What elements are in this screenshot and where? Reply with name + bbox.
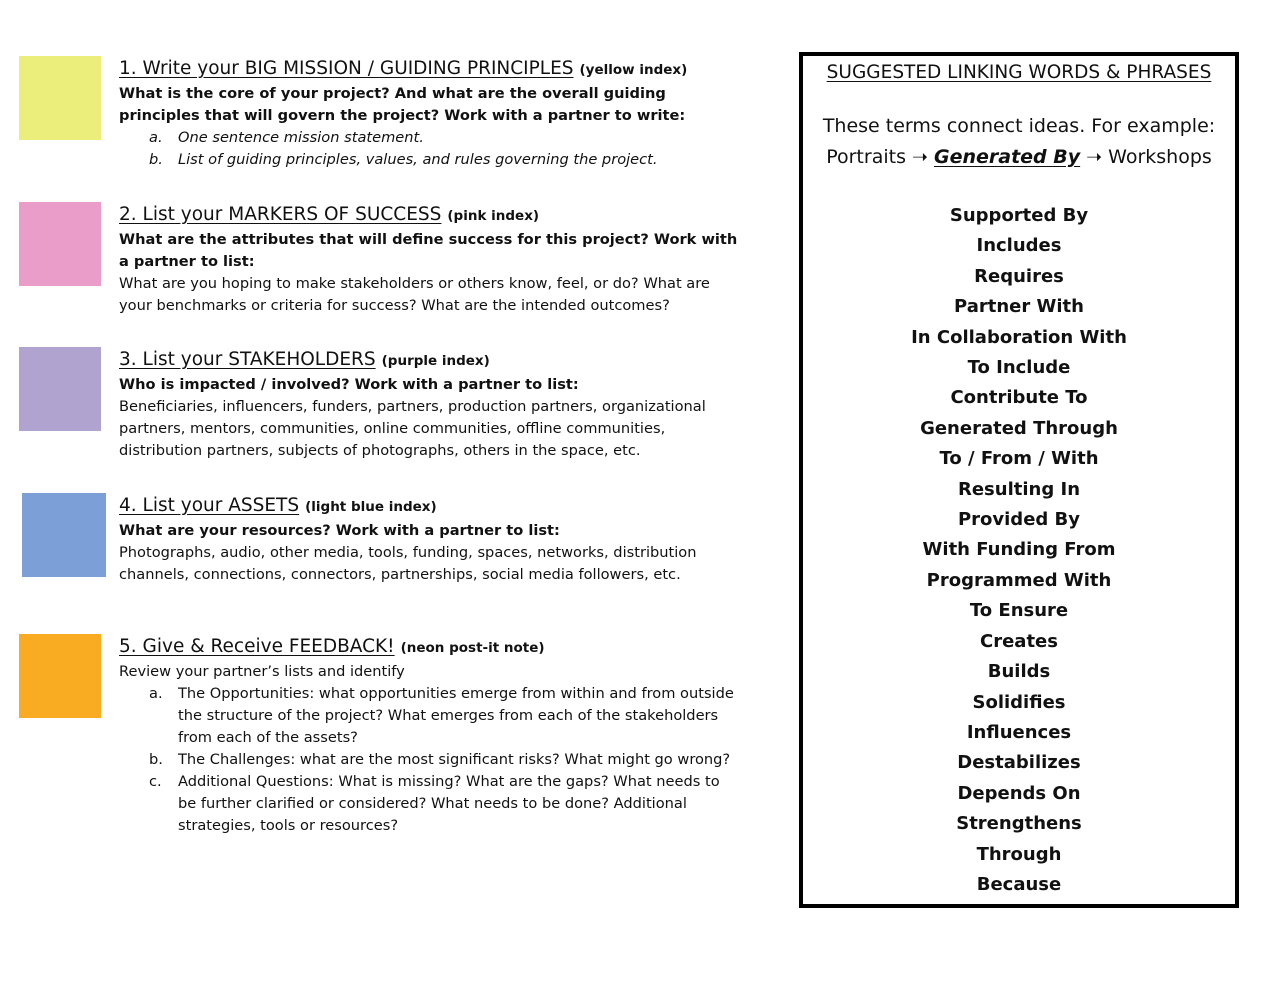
arrow-icon: ➝: [1086, 146, 1103, 168]
example-middle: Generated By: [933, 146, 1081, 168]
linking-term: Includes: [976, 235, 1062, 257]
linking-term: Solidifies: [972, 691, 1066, 713]
assets-prompt: What are your resources? Work with a partner to list:: [119, 522, 560, 539]
success-section: [119, 202, 739, 317]
linking-term: Depends On: [957, 782, 1081, 804]
arrow-icon: ➝: [912, 146, 928, 168]
linking-term: Strengthens: [956, 813, 1082, 835]
list-item: b. List of guiding principles, values, and rules governing the project.: [149, 151, 658, 168]
pink-index-swatch: [19, 202, 101, 286]
panel-intro-line: These terms connect ideas. For example:: [822, 115, 1216, 137]
stakeholders-title: [119, 347, 739, 374]
linking-term: To Ensure: [969, 600, 1069, 622]
panel-example: [803, 142, 1235, 173]
linking-term: Destabilizes: [957, 752, 1081, 774]
example-left: Portraits: [826, 146, 906, 168]
linking-term: With Funding From: [922, 539, 1116, 561]
list-item: b. The Challenges: what are the most significant risks? What might go wrong?: [149, 751, 731, 768]
linking-term: Influences: [966, 721, 1072, 743]
success-prompt: What are the attributes that will define success for this project? Work with a partner to list:: [119, 231, 738, 270]
linking-term: Because: [976, 873, 1062, 895]
feedback-heading: 5. Give & Receive FEEDBACK!: [119, 636, 395, 657]
feedback-section: [119, 634, 739, 837]
purple-index-swatch: [19, 347, 101, 431]
stakeholders-body: Beneficiaries, influencers, funders, partners, production partners, organizational partners, mentors, communities, online communities, offline communities, distribution partners, subjects of photographs, others in the space, etc.: [119, 398, 706, 459]
stakeholders-heading: 3. List your STAKEHOLDERS: [119, 349, 376, 370]
linking-term: Contribute To: [950, 387, 1088, 409]
list-item: a. The Opportunities: what opportunities emerge from within and from outside the structure of the project? What emerges from each of the stakeholders from each of the assets?: [149, 685, 734, 746]
linking-terms-list: [803, 201, 1235, 900]
mission-index-note: (yellow index): [579, 62, 688, 78]
feedback-list: [119, 683, 739, 837]
stakeholders-section: [119, 347, 739, 462]
linking-term: Builds: [987, 661, 1051, 683]
linking-term: Through: [976, 843, 1062, 865]
linking-words-panel: [799, 52, 1239, 908]
linking-term: Provided By: [957, 509, 1081, 531]
success-index-note: (pink index): [447, 208, 540, 224]
linking-term: To Include: [967, 357, 1071, 379]
stakeholders-index-note: (purple index): [381, 353, 490, 369]
neon-post-it-swatch: [19, 634, 101, 718]
success-body: What are you hoping to make stakeholders or others know, feel, or do? What are your benchmarks or criteria for success? What are the intended outcomes?: [119, 275, 710, 314]
linking-term: Supported By: [949, 205, 1089, 226]
list-item: a. One sentence mission statement.: [149, 129, 424, 146]
mission-section: [119, 56, 739, 171]
mission-title: [119, 56, 739, 83]
example-right: Workshops: [1108, 146, 1212, 168]
linking-term: To / From / With: [939, 448, 1099, 470]
assets-heading: 4. List your ASSETS: [119, 495, 300, 516]
linking-term: Programmed With: [926, 569, 1112, 591]
linking-term: In Collaboration With: [911, 326, 1127, 348]
linking-term: Generated Through: [920, 417, 1118, 439]
feedback-intro: Review your partner’s lists and identify: [119, 663, 405, 680]
success-heading: 2. List your MARKERS OF SUCCESS: [119, 204, 442, 225]
linking-term: Partner With: [954, 296, 1084, 318]
panel-title: SUGGESTED LINKING WORDS & PHRASES: [826, 62, 1212, 83]
mission-prompt: What is the core of your project? And what are the overall guiding principles that will govern the project? Work with a partner to write:: [119, 85, 686, 124]
assets-index-note: (light blue index): [305, 499, 437, 515]
stakeholders-prompt: Who is impacted / involved? Work with a partner to list:: [119, 376, 579, 393]
assets-title: [119, 493, 739, 520]
yellow-index-swatch: [19, 56, 101, 140]
feedback-title: [119, 634, 739, 661]
success-title: [119, 202, 739, 229]
feedback-index-note: (neon post-it note): [400, 640, 545, 656]
panel-intro: [803, 111, 1235, 173]
assets-section: [119, 493, 739, 586]
light-blue-index-swatch: [22, 493, 106, 577]
mission-list: [119, 127, 739, 171]
linking-term: Resulting In: [957, 478, 1081, 500]
linking-term: Requires: [974, 265, 1064, 287]
list-item: c. Additional Questions: What is missing? What are the gaps? What needs to be further clarified or considered? What needs to be done? Additional strategies, tools or resources?: [149, 773, 720, 834]
assets-body: Photographs, audio, other media, tools, funding, spaces, networks, distribution channels, connections, connectors, partnerships, social media followers, etc.: [119, 544, 697, 583]
mission-heading: 1. Write your BIG MISSION / GUIDING PRINCIPLES: [119, 58, 574, 79]
linking-term: Creates: [980, 630, 1058, 652]
